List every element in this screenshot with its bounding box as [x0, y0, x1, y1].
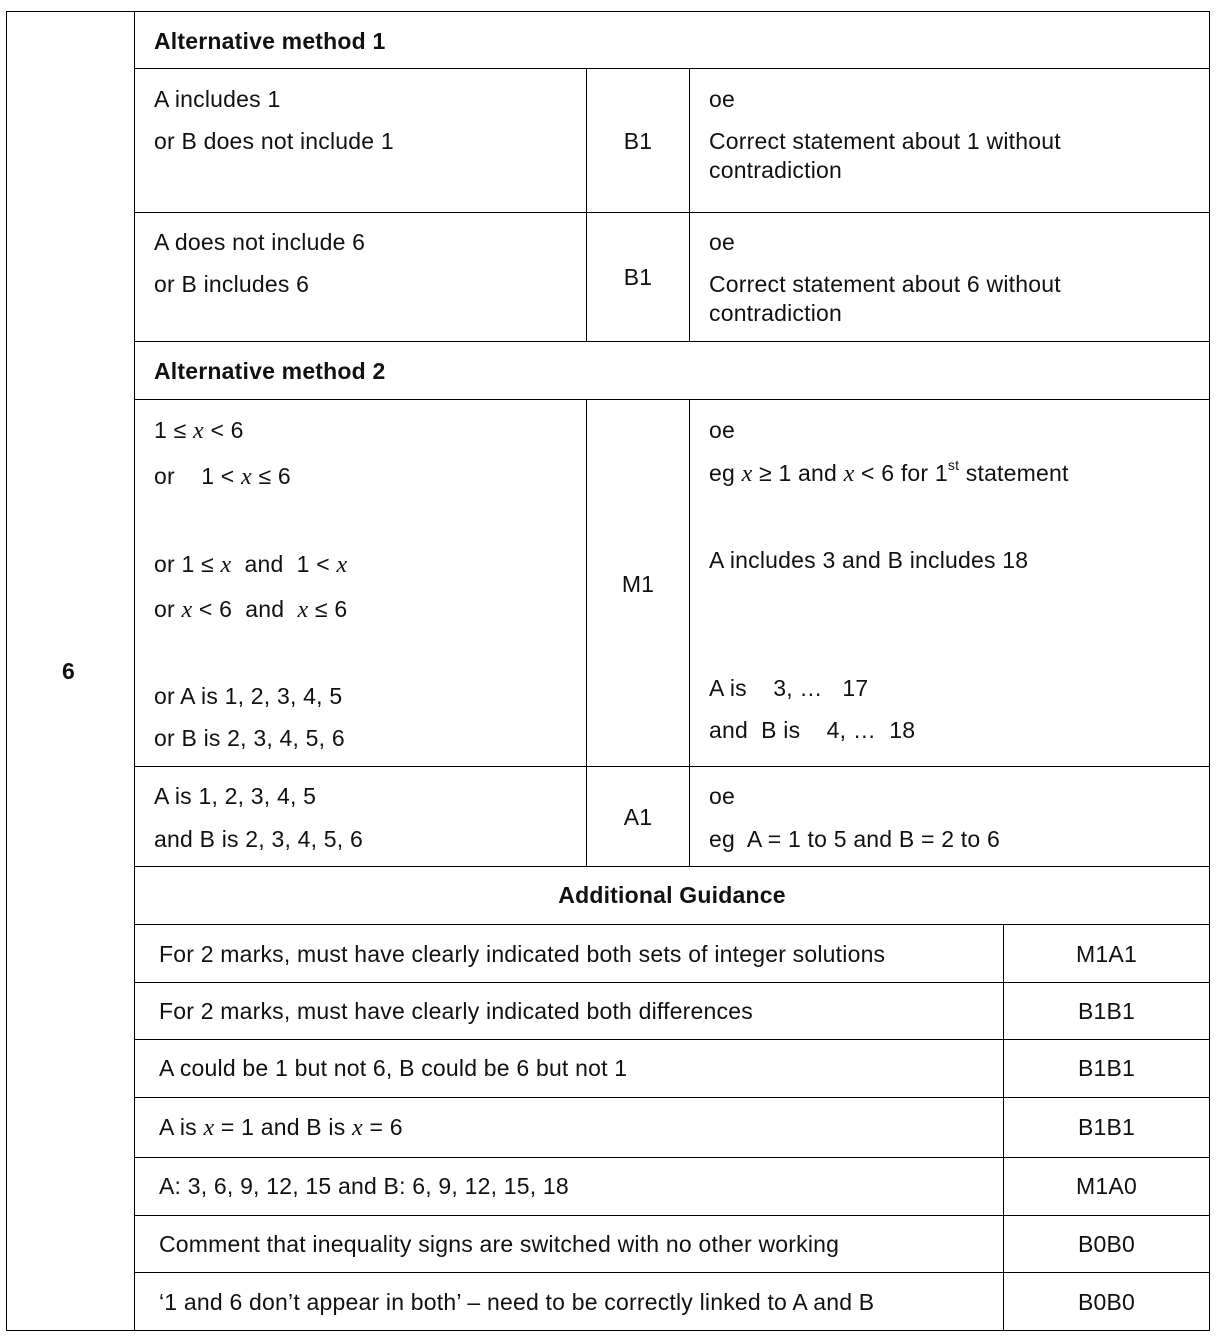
row-divider	[134, 1215, 1210, 1216]
row-divider	[134, 866, 1210, 867]
guidance-heading: Additional Guidance	[558, 882, 786, 908]
guidance-row-mark: B0B0	[1077, 1289, 1136, 1315]
alt2-m1-answer-line2: or 1 < x ≤ 6	[154, 463, 291, 490]
alt1-row1-comment-line1: Correct statement about 1 without	[709, 128, 1061, 154]
alt2-m1-mark: M1	[621, 571, 655, 597]
row-divider	[134, 1039, 1210, 1040]
question-column-divider	[134, 11, 135, 1331]
alt2-m1-answer-line4: or x < 6 and x ≤ 6	[154, 596, 348, 623]
guidance-row-mark: M1A1	[1076, 941, 1137, 967]
alt2-a1-comment-eg: eg A = 1 to 5 and B = 2 to 6	[709, 826, 1000, 852]
guidance-row-text: Comment that inequality signs are switched with no other working	[159, 1231, 840, 1257]
guidance-row-text: A could be 1 but not 6, B could be 6 but not 1	[159, 1055, 628, 1081]
row-divider	[134, 982, 1210, 983]
row-divider	[134, 399, 1210, 400]
alt2-m1-comment-eg: eg x ≥ 1 and x < 6 for 1st statement	[709, 457, 1069, 487]
row-divider	[134, 1272, 1210, 1273]
row-divider	[134, 1097, 1210, 1098]
question-number: 6	[62, 658, 75, 684]
table-border-top	[6, 11, 1210, 12]
guidance-row-text: For 2 marks, must have clearly indicated both sets of integer solutions	[159, 941, 886, 967]
alt1-row2-answer-line1: A does not include 6	[154, 229, 366, 255]
guidance-row-text: ‘1 and 6 don’t appear in both’ – need to be correctly linked to A and B	[159, 1289, 875, 1315]
alt2-m1-comment-includes: A includes 3 and B includes 18	[709, 547, 1029, 573]
row-divider	[134, 212, 1210, 213]
guidance-row-mark: B1B1	[1077, 1055, 1136, 1081]
guidance-row-mark: B1B1	[1077, 998, 1136, 1024]
guidance-row-text: For 2 marks, must have clearly indicated both differences	[159, 998, 753, 1024]
guidance-row-mark: M1A0	[1076, 1173, 1137, 1199]
guidance-row-mark: B0B0	[1077, 1231, 1136, 1257]
table-border-left	[6, 11, 7, 1331]
guidance-row-mark: B1B1	[1077, 1114, 1136, 1140]
alt2-m1-answer-line3: or 1 ≤ x and 1 < x	[154, 551, 348, 578]
row-divider	[134, 924, 1210, 925]
mark-column-divider-left	[586, 399, 587, 867]
alt1-row1-answer-line1: A includes 1	[154, 86, 281, 112]
alt1-heading: Alternative method 1	[154, 28, 386, 54]
alt2-m1-comment-a-is: A is 3, … 17	[709, 675, 869, 701]
alt1-row2-comment-oe: oe	[709, 229, 735, 255]
alt1-row2-comment-line1: Correct statement about 6 without	[709, 271, 1061, 297]
row-divider	[134, 766, 1210, 767]
guidance-row-text: A: 3, 6, 9, 12, 15 and B: 6, 9, 12, 15, 18	[159, 1173, 569, 1199]
alt1-row1-mark: B1	[623, 128, 653, 154]
table-border-bottom	[6, 1330, 1210, 1331]
alt2-m1-answer-line5: or A is 1, 2, 3, 4, 5	[154, 683, 343, 709]
alt2-a1-mark: A1	[623, 804, 653, 830]
mark-column-divider-left	[586, 68, 587, 342]
alt2-m1-comment-b-is: and B is 4, … 18	[709, 717, 916, 743]
alt1-row2-answer-line2: or B includes 6	[154, 271, 310, 297]
alt2-a1-answer-line2: and B is 2, 3, 4, 5, 6	[154, 826, 363, 852]
guidance-row-text: A is x = 1 and B is x = 6	[159, 1114, 403, 1141]
alt2-m1-comment-oe: oe	[709, 417, 735, 443]
alt2-m1-answer-line6: or B is 2, 3, 4, 5, 6	[154, 725, 345, 751]
alt2-a1-answer-line1: A is 1, 2, 3, 4, 5	[154, 783, 317, 809]
alt1-row1-answer-line2: or B does not include 1	[154, 128, 394, 154]
mark-column-divider-right	[689, 399, 690, 867]
row-divider	[134, 341, 1210, 342]
mark-column-divider-right	[689, 68, 690, 342]
row-divider	[134, 1157, 1210, 1158]
alt1-row2-mark: B1	[623, 264, 653, 290]
alt1-row2-comment-line2: contradiction	[709, 300, 843, 326]
alt2-m1-answer-line1: 1 ≤ x < 6	[154, 417, 244, 444]
alt1-row1-comment-oe: oe	[709, 86, 735, 112]
alt2-heading: Alternative method 2	[154, 358, 386, 384]
alt1-row1-comment-line2: contradiction	[709, 157, 843, 183]
row-divider	[134, 68, 1210, 69]
alt2-a1-comment-oe: oe	[709, 783, 735, 809]
table-border-right	[1209, 11, 1210, 1331]
